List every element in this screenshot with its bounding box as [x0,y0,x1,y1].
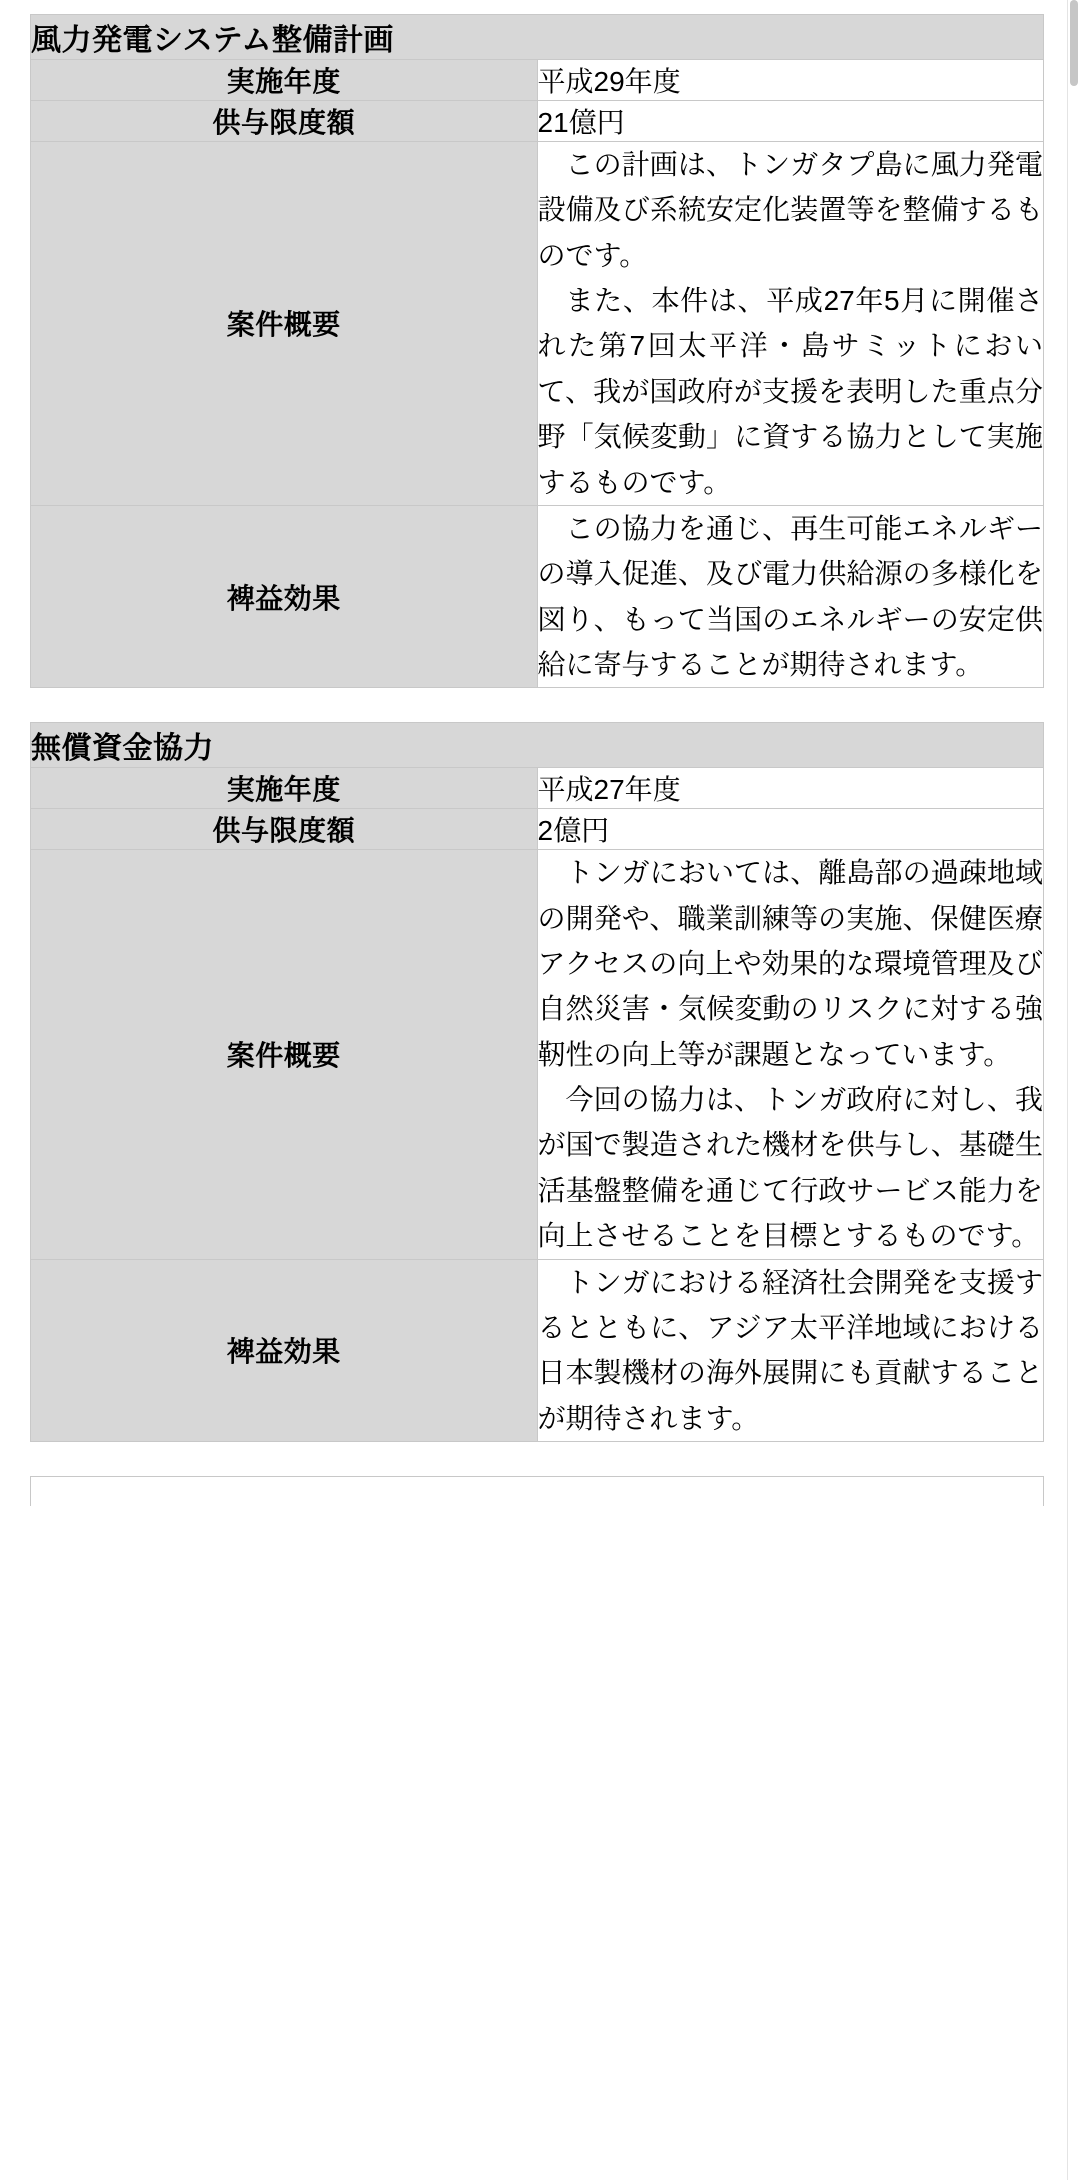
row-label: 裨益効果 [31,505,538,687]
table-title: 無償資金協力 [31,723,1044,768]
body-paragraph: トンガにおいては、離島部の過疎地域の開発や、職業訓練等の実施、保健医療アクセスの向上や効果的な環境管理及び自然災害・気候変動のリスクに対する強靭性の向上等が課題となっています。 [537,857,1043,1070]
body-paragraph: トンガにおける経済社会開発を支援するとともに、アジア太平洋地域における日本製機材の海外展開にも貢献することが期待されます。 [537,1266,1043,1434]
table-title-row [31,15,1044,60]
info-table [30,722,1044,1442]
page-scrollbar[interactable] [1067,0,1080,2180]
row-value: 平成29年度 [537,60,1044,101]
row-body [537,1259,1044,1441]
row-label: 供与限度額 [31,101,538,142]
row-label: 案件概要 [31,142,538,506]
table-row [31,60,1044,101]
row-value: 21億円 [537,101,1044,142]
table-title: 風力発電システム整備計画 [31,15,1044,60]
row-label: 実施年度 [31,60,538,101]
body-paragraph: 今回の協力は、トンガ政府に対し、我が国で製造された機材を供与し、基礎生活基盤整備を通じて行政サービス能力を向上させることを目標とするものです。 [537,1084,1043,1252]
row-body [537,505,1044,687]
info-table [30,14,1044,688]
row-value: 2億円 [537,809,1044,850]
table-row [31,142,1044,506]
row-label: 裨益効果 [31,1259,538,1441]
tables-container [30,14,1058,1442]
row-body [537,142,1044,506]
row-body [537,850,1044,1259]
scrollbar-thumb[interactable] [1070,0,1078,86]
row-label: 実施年度 [31,768,538,809]
table-title-row [31,723,1044,768]
row-label: 案件概要 [31,850,538,1259]
table-row [31,850,1044,1259]
table-row [31,768,1044,809]
table-row [31,809,1044,850]
table-row [31,1259,1044,1441]
row-value: 平成27年度 [537,768,1044,809]
row-label: 供与限度額 [31,809,538,850]
table-row [31,101,1044,142]
next-table-partial [30,1476,1044,1506]
body-paragraph: また、本件は、平成27年5月に開催された第7回太平洋・島サミットにおいて、我が国政府が支援を表明した重点分野「気候変動」に資する協力として実施するものです。 [537,285,1043,498]
table-row [31,505,1044,687]
body-paragraph: この計画は、トンガタプ島に風力発電設備及び系統安定化装置等を整備するものです。 [537,149,1043,271]
body-paragraph: この協力を通じ、再生可能エネルギーの導入促進、及び電力供給源の多様化を図り、もって当国のエネルギーの安定供給に寄与することが期待されます。 [537,512,1043,680]
